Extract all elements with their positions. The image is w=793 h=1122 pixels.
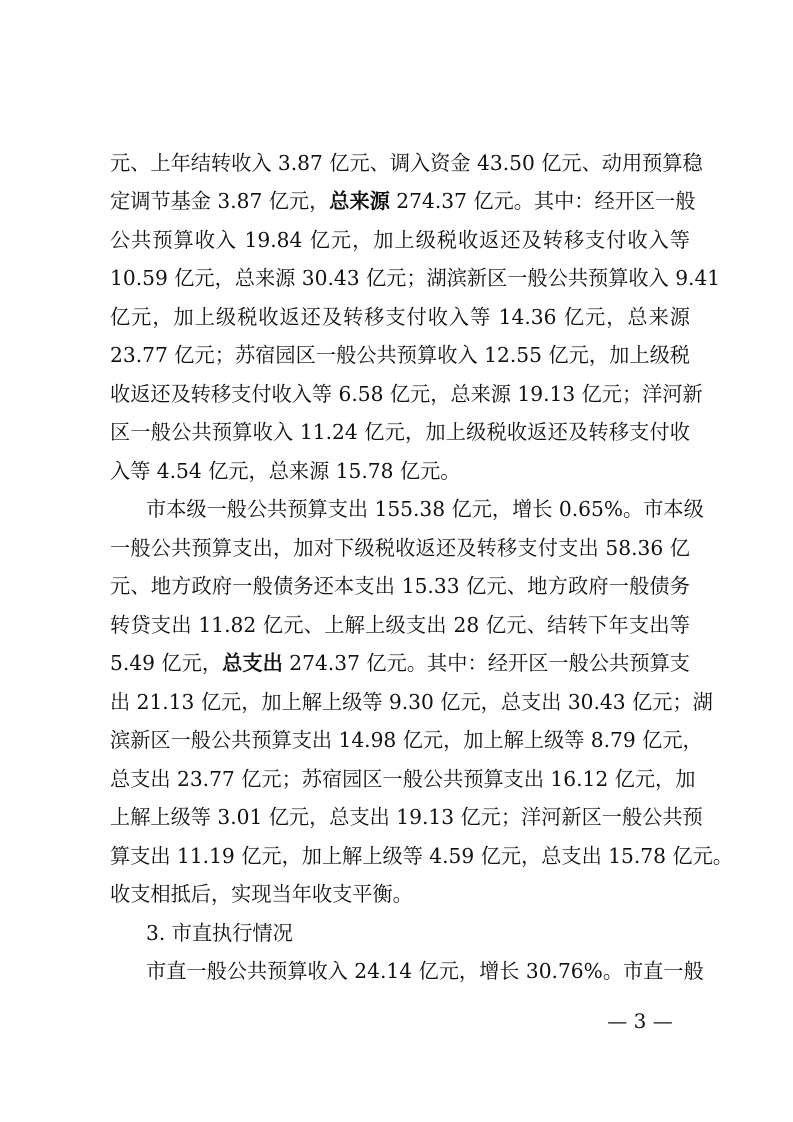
- text-line: 收支相抵后，实现当年收支平衡。: [110, 882, 413, 906]
- text-line: 转贷支出 11.82 亿元、上解上级支出 28 亿元、结转下年支出等: [110, 613, 690, 637]
- text-line: [110, 186, 696, 216]
- text-line: 上解上级等 3.01 亿元，总支出 19.13 亿元；洋河新区一般公共预: [110, 805, 703, 829]
- bold-term-total-expenditure: 总支出: [222, 651, 283, 675]
- text-line: 公共预算收入 19.84 亿元，加上级税收返还及转移支付收入等: [110, 228, 690, 252]
- section-heading: 3. 市直执行情况: [146, 921, 293, 945]
- text-line: 滨新区一般公共预算支出 14.98 亿元，加上解上级等 8.79 亿元，: [110, 728, 703, 752]
- text-line: 市直一般公共预算收入 24.14 亿元，增长 30.76%。市直一般: [146, 959, 704, 983]
- text-segment: 定调节基金 3.87 亿元，: [110, 189, 330, 213]
- text-segment: 5.49 亿元，: [110, 651, 223, 675]
- text-line: 市本级一般公共预算支出 155.38 亿元，增长 0.65%。市本级: [146, 497, 704, 521]
- text-line: 算支出 11.19 亿元，加上解上级等 4.59 亿元，总支出 15.78 亿元。: [110, 844, 733, 868]
- text-line: 23.77 亿元；苏宿园区一般公共预算收入 12.55 亿元，加上级税: [110, 343, 690, 367]
- text-line: 入等 4.54 亿元，总来源 15.78 亿元。: [110, 459, 461, 483]
- bold-term-total-source: 总来源: [329, 189, 390, 213]
- text-line: [110, 648, 690, 678]
- text-line: 区一般公共预算收入 11.24 亿元，加上级税收返还及转移支付收: [110, 420, 690, 444]
- text-segment: 274.37 亿元。其中：经开区一般: [389, 189, 696, 213]
- text-line: 收返还及转移支付收入等 6.58 亿元，总来源 19.13 亿元；洋河新: [110, 382, 703, 406]
- text-line: 10.59 亿元，总来源 30.43 亿元；湖滨新区一般公共预算收入 9.41: [110, 266, 721, 290]
- text-line: 元、上年结转收入 3.87 亿元、调入资金 43.50 亿元、动用预算稳: [110, 151, 703, 175]
- page-number: — 3 —: [607, 1009, 673, 1033]
- text-line: 亿元，加上级税收返还及转移支付收入等 14.36 亿元，总来源: [110, 305, 690, 329]
- text-line: 一般公共预算支出，加对下级税收返还及转移支付支出 58.36 亿: [110, 536, 690, 560]
- text-line: 总支出 23.77 亿元；苏宿园区一般公共预算支出 16.12 亿元，加: [110, 767, 696, 791]
- text-segment: 274.37 亿元。其中：经开区一般公共预算支: [282, 651, 690, 675]
- text-line: 出 21.13 亿元，加上解上级等 9.30 亿元，总支出 30.43 亿元；湖: [110, 690, 713, 714]
- text-line: 元、地方政府一般债务还本支出 15.33 亿元、地方政府一般债务: [110, 574, 690, 598]
